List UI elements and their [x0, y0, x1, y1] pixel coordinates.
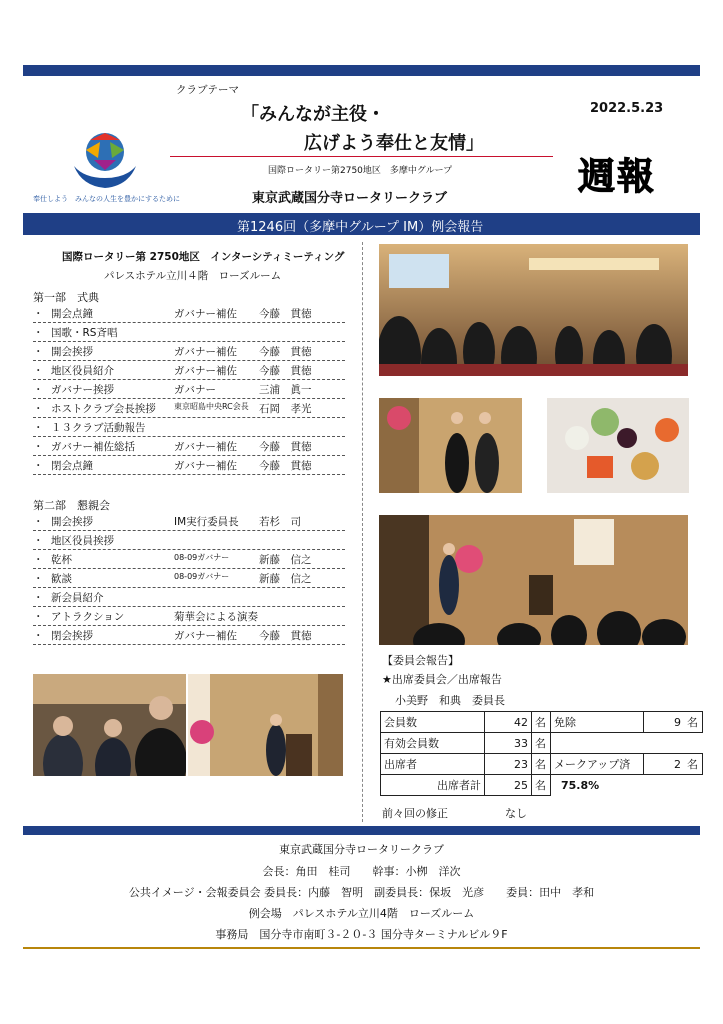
program-dot: ・: [33, 327, 44, 339]
unit-label: 名: [532, 775, 551, 796]
program-name: 今藤 貫徳: [259, 365, 312, 377]
program-dot: ・: [33, 535, 44, 547]
issue-date: 2022.5.23: [590, 101, 664, 116]
footer-club: 東京武蔵国分寺ロータリークラブ: [279, 843, 444, 856]
program-item: 地区役員紹介: [51, 365, 114, 377]
unit-label: 名: [532, 733, 551, 754]
program-name: 今藤 貫徳: [259, 441, 312, 453]
footer-office: 事務局 国分寺市南町３-２０-３ 国分寺ターミナルビル９F: [215, 928, 508, 941]
program-name: 今藤 貫徳: [259, 308, 312, 320]
program-row: [33, 608, 345, 626]
photo-guests: [33, 674, 186, 776]
logo-caption: 奉仕しよう みんなの人生を豊かにするために: [33, 195, 180, 203]
program-name: 三浦 眞一: [259, 384, 312, 396]
program-name: 石岡 孝光: [259, 403, 312, 415]
program-dot: ・: [33, 308, 44, 320]
footer-gold-line: [23, 947, 700, 949]
column-divider: [362, 242, 363, 822]
program-dot: ・: [33, 592, 44, 604]
program-row: [33, 532, 345, 550]
program-name: 新藤 信之: [259, 554, 312, 566]
event-venue: パレスホテル立川４階 ローズルーム: [104, 270, 282, 282]
rotary-logo: [70, 128, 140, 192]
theme-line1: 「みんなが主役・: [241, 104, 385, 125]
table-row: [381, 712, 703, 733]
program-item: 新会員紹介: [51, 592, 104, 604]
program-dot: ・: [33, 611, 44, 623]
district-group: 国際ロータリー第2750地区 多摩中グループ: [268, 166, 453, 176]
part1-heading: 第一部 式典: [33, 291, 99, 304]
attendance-rate: 75.8%: [561, 778, 600, 792]
program-name: 若杉 司: [259, 516, 301, 528]
program-row: [33, 627, 345, 645]
program-role: 東京昭島中央RC会長: [174, 402, 249, 411]
program-dot: ・: [33, 516, 44, 528]
program-name: 今藤 貫徳: [259, 346, 312, 358]
table-row: [381, 754, 703, 775]
attendance-table: [380, 711, 703, 796]
committee-heading: 【委員会報告】: [382, 654, 459, 667]
program-item: １３クラブ活動報告: [51, 422, 146, 434]
photo-food: [547, 398, 689, 493]
program-role: ガバナー補佐: [174, 346, 237, 358]
footer-venue: 例会場 パレスホテル立川4階 ローズルーム: [248, 907, 475, 920]
program-row: [33, 589, 345, 607]
photo-podium: [188, 674, 343, 776]
event-title: 国際ロータリー第 2750地区 インターシティミーティング: [62, 251, 345, 263]
program-role: ガバナー補佐: [174, 460, 237, 472]
program-role: IM実行委員長: [174, 516, 239, 528]
top-bar: [23, 65, 700, 76]
program-dot: ・: [33, 346, 44, 358]
program-row: [33, 362, 345, 380]
footer-pr-committee: 公共イメージ・会報委員会 委員長：内藤 智明 副委員長：保坂 光彦 委員：田中 孝和: [128, 886, 595, 899]
present-value: 23: [485, 754, 532, 775]
program-dot: ・: [33, 460, 44, 472]
program-row: [33, 438, 345, 456]
program-item: 閉会挨拶: [51, 630, 93, 642]
total-label: 出席者計: [381, 775, 485, 796]
program-role: 08-09ガバナー: [174, 572, 230, 581]
program-item: 歓談: [51, 573, 72, 585]
program-item: 国歌・RS斉唱: [51, 327, 118, 339]
members-value: 42: [485, 712, 532, 733]
theme-line2: 広げよう奉仕と友情」: [304, 133, 484, 154]
program-item: アトラクション: [51, 611, 125, 623]
committee-chair: 小美野 和典 委員長: [395, 694, 505, 707]
program-item: 閉会点鐘: [51, 460, 93, 472]
program-item: 開会挨拶: [51, 516, 93, 528]
program-item: 開会挨拶: [51, 346, 93, 358]
committee-subheading: ★出席委員会／出席報告: [382, 673, 502, 686]
program-row: [33, 570, 345, 588]
prev-correction-value: なし: [505, 807, 527, 820]
program-dot: ・: [33, 441, 44, 453]
program-dot: ・: [33, 422, 44, 434]
table-row: [381, 775, 703, 796]
program-dot: ・: [33, 573, 44, 585]
program-dot: ・: [33, 630, 44, 642]
total-value: 25: [485, 775, 532, 796]
photo-venue-hall: [379, 244, 688, 376]
program-row: [33, 551, 345, 569]
program-role: 08-09ガバナー: [174, 553, 230, 562]
program-name: 今藤 貫徳: [259, 630, 312, 642]
effective-value: 33: [485, 733, 532, 754]
program-item: 乾杯: [51, 554, 72, 566]
program-item: ホストクラブ会長挨拶: [51, 403, 156, 415]
theme-label: クラブテーマ: [176, 84, 239, 96]
present-label: 出席者: [381, 754, 485, 775]
program-role: ガバナー: [174, 384, 216, 396]
program-role: ガバナー補佐: [174, 308, 237, 320]
program-dot: ・: [33, 403, 44, 415]
club-name: 東京武蔵国分寺ロータリークラブ: [252, 191, 448, 206]
program-name: 今藤 貫徳: [259, 460, 312, 472]
program-row: [33, 343, 345, 361]
program-item: ガバナー補佐総括: [51, 441, 135, 453]
meeting-title: 第1246回（多摩中グループ IM）例会報告: [237, 220, 484, 235]
program-name: 新藤 信之: [259, 573, 312, 585]
members-label: 会員数: [381, 712, 485, 733]
footer-officers: 会長：角田 桂司 幹事：小栁 洋次: [262, 865, 461, 878]
program-role: 菊華会による演奏: [174, 611, 258, 623]
program-role: ガバナー補佐: [174, 630, 237, 642]
unit-label: 名: [684, 712, 703, 733]
part2-heading: 第二部 懇親会: [33, 499, 110, 512]
photo-speech: [379, 515, 688, 645]
weekly-title: 週報: [578, 155, 656, 198]
program-row: [33, 381, 345, 399]
program-dot: ・: [33, 384, 44, 396]
program-item: 地区役員挨拶: [51, 535, 114, 547]
exempt-label: 免除: [551, 712, 644, 733]
program-row: [33, 419, 345, 437]
effective-label: 有効会員数: [381, 733, 485, 754]
table-row: [381, 733, 703, 754]
makeup-label: メークアップ済: [551, 754, 644, 775]
program-role: ガバナー補佐: [174, 441, 237, 453]
prev-correction-label: 前々回の修正: [382, 807, 448, 820]
program-dot: ・: [33, 365, 44, 377]
program-role: ガバナー補佐: [174, 365, 237, 377]
program-item: ガバナー挨拶: [51, 384, 114, 396]
rotary-hands-icon: [70, 128, 140, 192]
photo-award-presentation: [379, 398, 522, 493]
program-dot: ・: [33, 554, 44, 566]
theme-underline: [170, 156, 553, 157]
program-row: [33, 400, 345, 418]
program-row: [33, 513, 345, 531]
program-item: 開会点鐘: [51, 308, 93, 320]
makeup-value: 2: [644, 754, 685, 775]
footer-bar: [23, 826, 700, 835]
exempt-value: 9: [644, 712, 685, 733]
program-row: [33, 305, 345, 323]
program-row: [33, 457, 345, 475]
unit-label: 名: [684, 754, 703, 775]
program-row: [33, 324, 345, 342]
unit-label: 名: [532, 712, 551, 733]
unit-label: 名: [532, 754, 551, 775]
